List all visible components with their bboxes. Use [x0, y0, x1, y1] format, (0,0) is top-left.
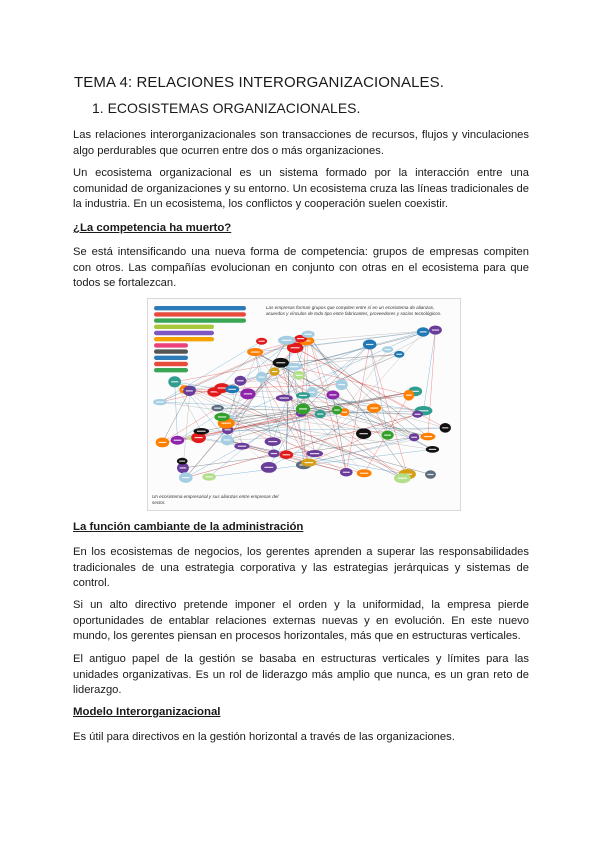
network-node-label	[258, 341, 264, 342]
ecosystem-network-figure	[147, 298, 461, 511]
network-node-label	[411, 437, 417, 438]
network-node-label	[179, 461, 185, 462]
paragraph-managers: En los ecosistemas de negocios, los gerentes aprenden a superar las responsabilidades tradicionales de una estrategia corporativa y las estrategias jerárquicas y sistemas de control.	[73, 546, 529, 590]
network-node-label	[186, 390, 193, 391]
legend-swatch	[154, 337, 214, 341]
network-node-label	[310, 453, 319, 454]
network-node-label	[317, 413, 323, 414]
network-node-label	[205, 476, 212, 477]
network-node-label	[218, 416, 226, 417]
legend-swatch	[154, 356, 188, 360]
network-node-label	[197, 431, 206, 432]
legend-swatch	[154, 343, 188, 347]
network-node-label	[360, 473, 368, 474]
network-node-label	[156, 401, 164, 402]
legend-swatch	[154, 368, 188, 372]
network-node-label	[222, 423, 231, 424]
network-node-label	[282, 340, 292, 341]
network-node-label	[258, 377, 264, 378]
legend-swatch	[154, 362, 188, 366]
network-node-label	[429, 449, 436, 450]
network-node-label	[283, 454, 290, 455]
network-node-label	[343, 472, 350, 473]
section-title: 1. ECOSISTEMAS ORGANIZACIONALES.	[92, 100, 361, 116]
network-node-label	[420, 331, 427, 332]
network-node-label	[305, 334, 312, 335]
network-link	[162, 414, 320, 442]
paragraph-leadership: El antiguo papel de la gestión se basaba en estructuras verticales y límites para las unidades organizativas. Es un rol de liderazgo más amplio que nunca, es un gran reto de liderazgo.	[73, 653, 529, 697]
paragraph-ecosystem: Un ecosistema organizacional es un sistema formado por la interacción entre una comunidad de organizaciones y su entorno. Un ecosistema cruza las líneas tradicionales de la industria. En un ecosistema, los conflictos y cooperación suelen coexistir.	[73, 167, 529, 211]
network-node-label	[228, 389, 236, 390]
network-node-label	[384, 435, 391, 436]
paragraph-definition: Las relaciones interorganizacionales son transacciones de recursos, flujos y vinculaciones algo perdurables que ocurren entre dos o más organizaciones.	[73, 129, 529, 157]
network-node-label	[299, 395, 307, 396]
legend-swatch	[154, 331, 214, 335]
network-node-label	[271, 453, 277, 454]
network-node-label	[280, 397, 289, 398]
network-node-label	[398, 478, 407, 479]
legend-swatch	[154, 306, 246, 310]
network-node-label	[370, 407, 378, 408]
figure-caption: Un ecosistema empresarial y sus alianzas entre empresas del sector.	[152, 494, 279, 505]
network-node-label	[180, 467, 187, 468]
heading-model: Modelo Interorganizacional	[73, 706, 221, 718]
network-node-label	[385, 349, 391, 350]
network-node-label	[309, 392, 315, 393]
network-node-label	[415, 414, 421, 415]
network-node-label	[272, 371, 278, 372]
network-link	[175, 382, 408, 474]
legend-swatch	[154, 312, 246, 316]
network-node-label	[296, 375, 303, 376]
heading-management-role: La función cambiante de la administración	[73, 521, 304, 533]
network-link	[222, 417, 430, 475]
network-link	[242, 446, 346, 472]
network-node-label	[268, 441, 277, 442]
network-node-label	[276, 362, 285, 363]
heading-competition: ¿La competencia ha muerto?	[73, 222, 232, 234]
network-node-label	[297, 338, 304, 339]
network-node-label	[427, 474, 433, 475]
legend-swatch	[154, 349, 188, 353]
network-node-label	[174, 440, 182, 441]
network-node-label	[244, 393, 252, 394]
network-node-label	[225, 429, 231, 430]
network-node-label	[366, 344, 373, 345]
network-diagram	[148, 299, 460, 510]
network-node-label	[264, 467, 273, 468]
paragraph-competition: Se está intensificando una nueva forma de competencia: grupos de empresas compiten con otros. Las compañías evolucionan en conjunto con otras en el ecosistema para que todos se fortalezcan.	[73, 246, 529, 290]
network-node-label	[224, 439, 231, 440]
network-node-label	[251, 351, 260, 352]
network-node-label	[396, 354, 402, 355]
document-title: TEMA 4: RELACIONES INTERORGANIZACIONALES.	[74, 74, 445, 91]
network-link	[294, 330, 436, 367]
network-node-label	[299, 408, 307, 409]
network-node-label	[291, 347, 300, 348]
network-node-label	[342, 412, 348, 413]
network-link	[175, 382, 178, 440]
network-node-label	[334, 409, 340, 410]
network-node-label	[214, 408, 221, 409]
network-node-label	[218, 387, 227, 388]
network-node-label	[432, 329, 439, 330]
network-node-label	[424, 436, 432, 437]
network-link	[423, 330, 435, 411]
legend-swatch	[154, 318, 246, 322]
network-node-label	[289, 366, 298, 367]
network-node-label	[171, 381, 178, 382]
network-node-label	[238, 446, 246, 447]
network-node-label	[305, 462, 313, 463]
network-node-label	[237, 380, 244, 381]
network-node-label	[359, 433, 367, 434]
paragraph-horizontal: Si un alto directivo pretende imponer el orden y la uniformidad, la empresa pierde oportunidades de entablar relaciones externas nuevas y en evolución. En este nuevo mundo, los gerentes piensan en procesos horizontales, más que en estructuras verticales.	[73, 599, 529, 643]
legend-swatch	[154, 325, 214, 329]
network-link	[306, 330, 436, 341]
network-node-label	[406, 395, 412, 396]
network-node-label	[329, 394, 336, 395]
paragraph-model: Es útil para directivos en la gestión horizontal a través de las organizaciones.	[73, 731, 455, 743]
network-node-label	[182, 477, 190, 478]
network-node-label	[195, 437, 203, 438]
network-node-label	[338, 384, 345, 385]
network-node-label	[442, 427, 448, 428]
network-node-label	[159, 442, 166, 443]
figure-note: Las empresas forman grupos que compiten entre sí en un ecosistema de alianzas, acuerdos y vínculos de todo tipo entre fabricantes, proveedores y socios tecnológicos.	[266, 305, 442, 316]
